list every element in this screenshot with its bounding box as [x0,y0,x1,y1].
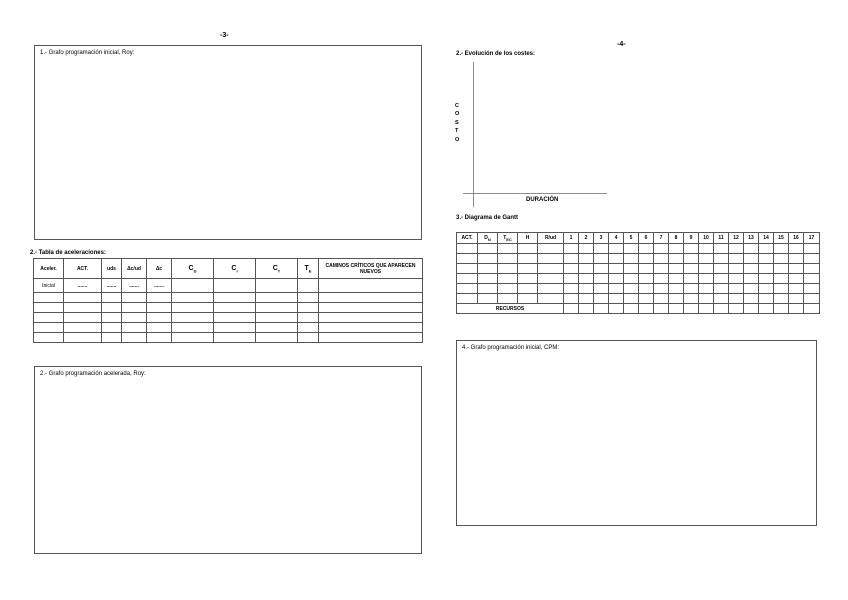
col-dc: Δc [147,259,172,279]
period-3: 3 [594,233,609,244]
x-axis-label-duracion: DURACIÓN [526,197,559,203]
table-row [34,293,423,303]
col-caminos: CAMINOS CRÍTICOS QUE APARECEN NUEVOS [319,259,423,279]
gantt-col-tec: $T_{EC}$ [498,233,518,244]
gantt-header [457,233,820,244]
table-row [34,333,423,343]
grafo-acelerada-roy-title: 2.- Grafo programación acelerada, Roy: [40,371,146,377]
cost-evolution-caption: 2.- Evolución de los costes: [456,51,536,57]
gantt-col-r-ud: R/ud [538,233,564,244]
col-te: $T_E$ [298,259,319,279]
table-row [457,294,820,304]
grafo-inicial-cpm-box [456,340,817,526]
period-6: 6 [639,233,654,244]
period-9: 9 [684,233,699,244]
gantt-col-h: H [518,233,538,244]
col-dc-ud: Δc/ud [122,259,147,279]
col-ct: $C_T$ [256,259,298,279]
table-row [457,254,820,264]
acceleration-table-header [34,259,423,279]
col-act: ACT. [64,259,102,279]
y-axis-letter-o1: O [455,111,460,117]
cell [172,279,214,293]
period-1: 1 [564,233,579,244]
col-uds: uds [102,259,122,279]
page-number-right: -4- [617,41,626,48]
table-row [457,244,820,254]
grafo-inicial-roy-title: 1.- Grafo programación inicial, Roy: [40,50,135,56]
table-row [457,284,820,294]
gantt-col-act: ACT. [457,233,478,244]
col-cd: $C_D$ [172,259,214,279]
col-ci: $C_I$ [214,259,256,279]
gantt-caption: 3.- Diagrama de Gantt [456,215,519,221]
gantt-table [456,232,820,314]
page-number-left: -3- [220,32,229,39]
cell-dc-dots: ....... [147,279,172,293]
table-row [34,279,423,293]
y-axis-letter-s: S [455,120,459,126]
gantt-col-dn: $D_N$ [478,233,498,244]
acceleration-table [33,258,423,343]
cell-dc-ud-dots: ....... [122,279,147,293]
table-row [34,323,423,333]
cell [214,279,256,293]
col-aceler: Aceler. [34,259,64,279]
y-axis-letter-c: C [455,103,459,109]
period-13: 13 [744,233,759,244]
cell-uds-dots: ....... [102,279,122,293]
gantt-resources-label: RECURSOS [457,304,564,314]
cost-y-axis [473,62,474,207]
period-8: 8 [669,233,684,244]
cell [298,279,319,293]
cell [319,279,423,293]
period-10: 10 [699,233,714,244]
period-4: 4 [609,233,624,244]
period-17: 17 [804,233,820,244]
acceleration-table-caption: 2.- Tabla de aceleraciones: [30,250,106,256]
cost-x-axis [463,193,607,194]
period-15: 15 [774,233,789,244]
cell-aceler-inicial: Inicial [34,279,64,293]
period-16: 16 [789,233,804,244]
table-row [34,303,423,313]
cell [256,279,298,293]
table-row [457,264,820,274]
table-row [457,274,820,284]
y-axis-letter-o2: O [455,137,460,143]
period-7: 7 [654,233,669,244]
period-5: 5 [624,233,639,244]
gantt-resources-row [457,304,820,314]
period-11: 11 [714,233,729,244]
grafo-acelerada-roy-box [34,366,422,554]
grafo-inicial-cpm-title: 4.- Grafo programación inicial, CPM: [462,345,560,351]
table-row [34,313,423,323]
cell-act-dots: ....... [64,279,102,293]
y-axis-letter-t: T [455,128,459,134]
period-2: 2 [579,233,594,244]
period-14: 14 [759,233,774,244]
period-12: 12 [729,233,744,244]
grafo-inicial-roy-box [34,45,422,240]
